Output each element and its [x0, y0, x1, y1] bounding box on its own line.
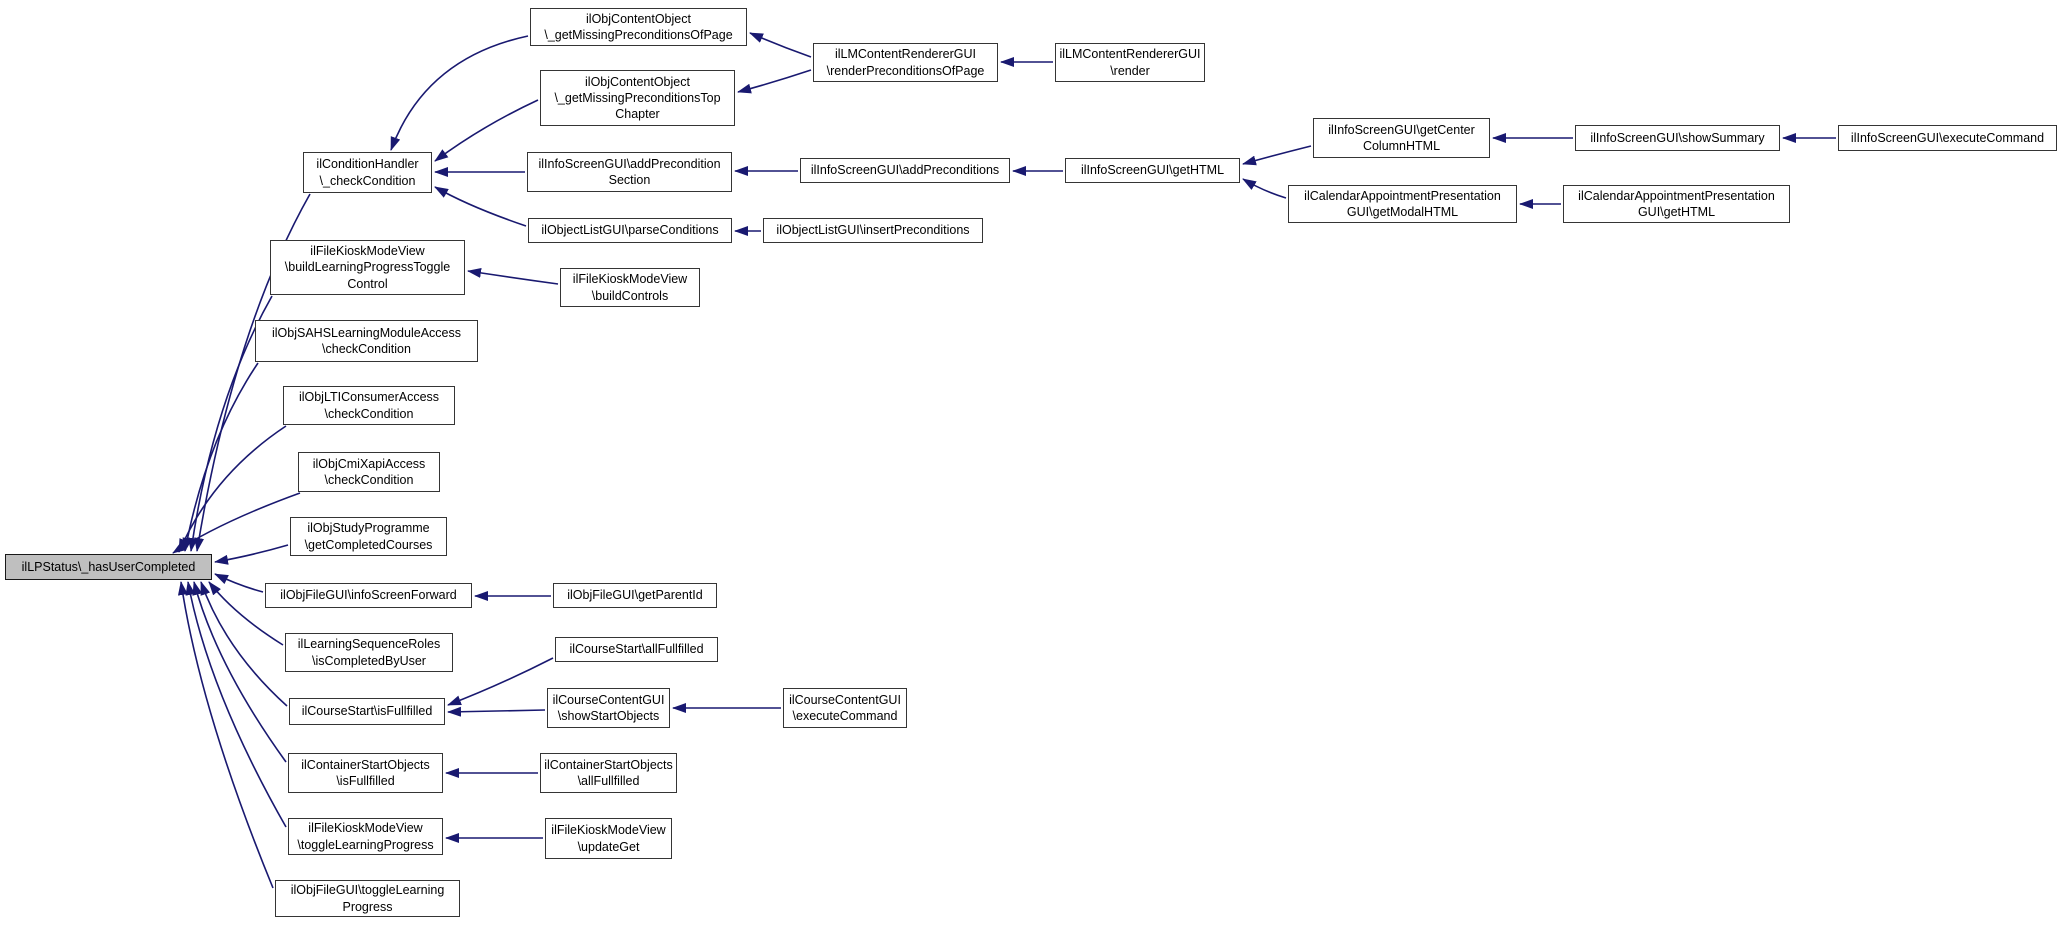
node-label-line: \checkCondition — [322, 342, 411, 356]
edge-getCompletedCourses-to-main — [215, 545, 288, 562]
node-addPreconditions[interactable] — [800, 158, 1010, 183]
edge-getModalHTML-to-getHTML — [1243, 179, 1286, 198]
node-label-line: ilContainerStartObjects — [544, 757, 673, 772]
node-label-line: ColumnHTML — [1362, 139, 1441, 153]
node-isCompletedByUser[interactable] — [285, 633, 453, 672]
edge-showStartObjects-to-courseIsFullfilled — [448, 710, 545, 712]
node-getMissingPreconditionsTopChapter[interactable] — [540, 70, 735, 126]
node-render[interactable] — [1055, 43, 1205, 82]
node-checkCondition[interactable] — [303, 152, 432, 193]
edge-buildControls-to-buildLearningProgressToggleControl — [468, 271, 558, 284]
node-courseExecuteCommand[interactable] — [783, 688, 907, 728]
node-label-line: \_getMissingPreconditionsTop — [554, 90, 721, 105]
node-label-line: \executeCommand — [792, 709, 898, 723]
node-containerIsFullfilled[interactable] — [288, 753, 443, 793]
node-label-line: ilObjSAHSLearningModuleAccess — [272, 325, 461, 340]
edge-containerIsFullfilled-to-main — [194, 582, 286, 762]
node-containerAllFullfilled[interactable] — [540, 753, 677, 793]
node-label-line: ilLMContentRendererGUI — [1059, 47, 1201, 62]
node-label-line: \allFullfilled — [577, 774, 640, 788]
node-insertPreconditions[interactable] — [763, 218, 983, 243]
node-label-line: ilObjFileGUI\infoScreenForward — [280, 588, 457, 603]
node-updateGet[interactable] — [545, 818, 672, 859]
node-calendarGetHTML[interactable] — [1563, 185, 1790, 223]
node-label-line: Progress — [342, 899, 393, 914]
node-label-line: ilFileKioskModeView — [551, 823, 666, 838]
node-label-line: ilObjFileGUI\toggleLearning — [290, 883, 445, 898]
node-renderPreconditionsOfPage[interactable] — [813, 43, 998, 82]
node-showStartObjects[interactable] — [547, 688, 670, 728]
node-label-line: ilCourseContentGUI — [552, 692, 665, 707]
node-label-line: ilObjCmiXapiAccess — [312, 456, 426, 471]
node-showSummary[interactable] — [1575, 125, 1780, 151]
node-fileGuiToggleLearningProgress[interactable] — [275, 880, 460, 917]
edge-infoScreenForward-to-main — [215, 574, 263, 592]
node-label-line: \isFullfilled — [336, 774, 395, 788]
edge-renderPreconditionsOfPage-to-getMissingPreconditionsOfPage — [750, 33, 811, 57]
node-label-line: ilObjContentObject — [586, 11, 691, 26]
node-label-line: GUI\getModalHTML — [1346, 205, 1459, 219]
node-label-line: ilInfoScreenGUI\executeCommand — [1850, 130, 2045, 145]
node-label-line: ilCalendarAppointmentPresentation — [1304, 188, 1501, 203]
node-cmiCheckCondition[interactable] — [298, 452, 440, 492]
node-label-line: ilInfoScreenGUI\getCenter — [1328, 122, 1475, 137]
node-main — [5, 554, 212, 580]
node-label-line: \render — [1110, 63, 1150, 78]
node-label-line: \updateGet — [577, 839, 640, 854]
node-buildLearningProgressToggleControl[interactable] — [270, 240, 465, 295]
edge-getMissingPreconditionsTopChapter-to-checkCondition — [435, 100, 538, 161]
edge-ltiCheckCondition-to-main — [179, 426, 286, 552]
node-label-line: \buildControls — [591, 288, 669, 303]
edge-toggleLearningProgress-to-main — [188, 582, 286, 827]
edge-parseConditions-to-checkCondition — [435, 187, 526, 226]
node-label-line: ilInfoScreenGUI\addPrecondition — [538, 156, 721, 171]
node-label-line: ilObjectListGUI\parseConditions — [541, 223, 719, 238]
node-courseAllFullfilled[interactable] — [555, 637, 718, 662]
node-label-line: ilObjStudyProgramme — [307, 521, 430, 536]
node-label-line: \isCompletedByUser — [312, 653, 426, 668]
node-label-line: ilLMContentRendererGUI — [834, 47, 977, 62]
node-label-line: \_getMissingPreconditionsOfPage — [544, 28, 733, 42]
node-infoScreenForward[interactable] — [265, 583, 472, 608]
node-label-line: ilLearningSequenceRoles — [297, 637, 441, 652]
node-label-line: ilCourseStart\isFullfilled — [301, 704, 433, 719]
edge-fileGuiToggleLearningProgress-to-main — [181, 582, 273, 888]
node-label-line: ilObjFileGUI\getParentId — [567, 588, 703, 603]
node-label-line: \checkCondition — [324, 473, 414, 487]
node-label-line: \_checkCondition — [319, 173, 416, 188]
node-label-line: ilCourseContentGUI — [789, 692, 901, 707]
node-label-line: ilFileKioskModeView — [572, 272, 688, 287]
node-label-line: Section — [608, 173, 651, 187]
node-label-line: \renderPreconditionsOfPage — [826, 63, 985, 78]
node-getModalHTML[interactable] — [1288, 185, 1517, 223]
node-label-line: ilObjContentObject — [585, 74, 690, 89]
node-getHTML[interactable] — [1065, 158, 1240, 183]
node-label-line: ilInfoScreenGUI\showSummary — [1590, 130, 1765, 145]
node-label-line: ilLPStatus\_hasUserCompleted — [21, 559, 196, 574]
node-getMissingPreconditionsOfPage[interactable] — [530, 8, 747, 46]
node-label-line: ilObjectListGUI\insertPreconditions — [776, 223, 970, 238]
node-label-line: ilInfoScreenGUI\addPreconditions — [810, 163, 1000, 178]
node-label-line: ilCourseStart\allFullfilled — [569, 642, 704, 657]
node-label-line: ilFileKioskModeView — [308, 821, 423, 836]
node-label-line: \buildLearningProgressToggle — [284, 260, 451, 275]
node-sahsCheckCondition[interactable] — [255, 320, 478, 362]
edge-renderPreconditionsOfPage-to-getMissingPreconditionsTopChapter — [738, 70, 811, 92]
node-executeCommand[interactable] — [1838, 125, 2057, 151]
node-parseConditions[interactable] — [528, 218, 732, 243]
node-getCompletedCourses[interactable] — [290, 517, 447, 556]
node-toggleLearningProgress[interactable] — [288, 818, 443, 855]
node-courseIsFullfilled[interactable] — [289, 698, 445, 725]
node-addPreconditionSection[interactable] — [527, 152, 732, 192]
node-getParentId[interactable] — [553, 583, 717, 608]
node-label-line: GUI\getHTML — [1637, 205, 1716, 219]
node-label-line: ilObjLTIConsumerAccess — [298, 390, 440, 405]
edge-getMissingPreconditionsOfPage-to-checkCondition — [391, 36, 528, 150]
node-label-line: ilInfoScreenGUI\getHTML — [1080, 163, 1225, 178]
node-label-line: ilConditionHandler — [316, 157, 419, 172]
edge-courseAllFullfilled-to-courseIsFullfilled — [448, 658, 553, 705]
edge-getCenterColumnHTML-to-getHTML — [1243, 146, 1311, 164]
node-label-line: \showStartObjects — [557, 709, 660, 723]
node-buildControls[interactable] — [560, 268, 700, 307]
node-label-line: Chapter — [615, 107, 660, 122]
node-ltiCheckCondition[interactable] — [283, 386, 455, 425]
node-label-line: \checkCondition — [324, 406, 414, 421]
node-getCenterColumnHTML[interactable] — [1313, 118, 1490, 158]
node-label-line: \toggleLearningProgress — [297, 837, 434, 852]
node-label-line: \getCompletedCourses — [304, 537, 433, 552]
node-label-line: ilCalendarAppointmentPresentation — [1578, 188, 1775, 203]
node-label-line: ilContainerStartObjects — [301, 757, 430, 772]
node-label-line: Control — [347, 276, 388, 291]
node-label-line: ilFileKioskModeView — [310, 244, 425, 259]
